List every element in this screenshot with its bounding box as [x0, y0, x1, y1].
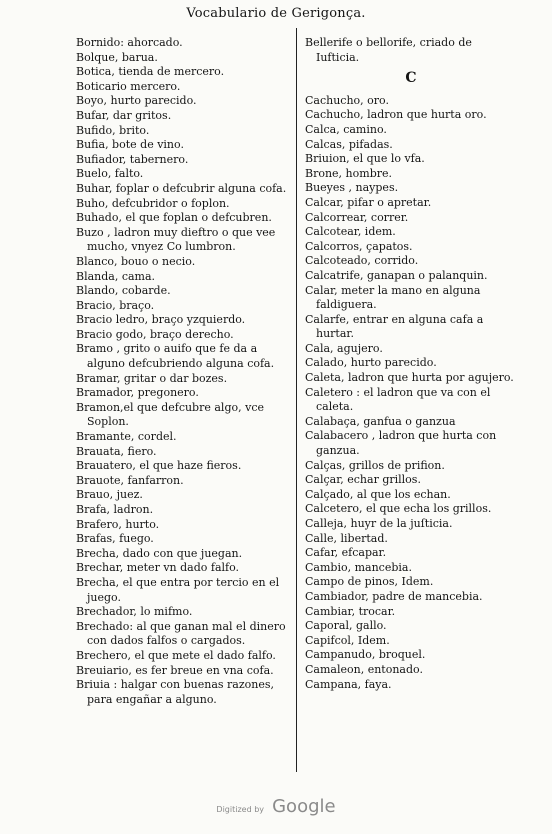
- dictionary-entry: Calabaça, ganfua o ganzua: [305, 414, 456, 428]
- dictionary-entry: Capifcol, Idem.: [305, 633, 390, 647]
- dictionary-entry: Buelo, falto.: [76, 167, 144, 181]
- dictionary-entry: Bramador, pregonero.: [76, 386, 199, 400]
- dictionary-entry: Campo de pinos, Idem.: [305, 575, 434, 589]
- dictionary-entry: Brechar, meter vn dado falfo.: [76, 561, 240, 575]
- dictionary-entry: Bueyes , naypes.: [305, 181, 399, 195]
- dictionary-entry: Campana, faya.: [305, 677, 392, 691]
- dictionary-entry: Calcoteado, corrido.: [305, 254, 419, 268]
- dictionary-entry: Caleta, ladron que hurta por agujero.: [305, 371, 514, 385]
- dictionary-entry: Bracio, braço.: [76, 298, 155, 312]
- dictionary-entry: Breuiario, es fer breue en vna cofa.: [76, 663, 274, 677]
- digitized-label: Digitized by: [216, 805, 265, 814]
- dictionary-entry: Calarfe, entrar en alguna cafa a hurtar.: [305, 312, 484, 341]
- dictionary-entry: Briuion, el que lo vfa.: [305, 152, 425, 166]
- dictionary-entry: Caletero : el ladron que va con el caleta.: [305, 385, 491, 414]
- dictionary-entry: Blando, cobarde.: [76, 284, 171, 298]
- dictionary-entry: Buho, defcubridor o foplon.: [76, 196, 230, 210]
- dictionary-entry: Cala, agujero.: [305, 341, 383, 355]
- dictionary-entry: Calcetero, el que echa los grillos.: [305, 502, 492, 516]
- dictionary-entry: Calças, grillos de prifion.: [305, 458, 445, 472]
- dictionary-entry: Bufido, brito.: [76, 123, 150, 137]
- dictionary-entry: Bufia, bote de vino.: [76, 138, 184, 152]
- dictionary-entry: Brauo, juez.: [76, 488, 143, 502]
- dictionary-entry: Brone, hombre.: [305, 166, 392, 180]
- dictionary-entry: Calabacero , ladron que hurta con ganzua.: [305, 429, 497, 458]
- dictionary-entry: Calca, camino.: [305, 122, 387, 136]
- dictionary-entry: Calcotear, idem.: [305, 225, 396, 239]
- dictionary-entry: Bolque, barua.: [76, 50, 158, 64]
- dictionary-entry: Brafero, hurto.: [76, 517, 160, 531]
- dictionary-entry: Brecha, dado con que juegan.: [76, 546, 243, 560]
- dictionary-entry: Calcorrear, correr.: [305, 210, 409, 224]
- dictionary-entry: Bramo , grito o auifo que fe da a alguno defcubriendo alguna cofa.: [76, 342, 275, 371]
- dictionary-entry: Blanco, bouo o necio.: [76, 254, 196, 268]
- dictionary-entry: Cafar, efcapar.: [305, 546, 387, 560]
- dictionary-entry: Bracio ledro, braço yzquierdo.: [76, 313, 246, 327]
- dictionary-entry: Brechador, lo mifmo.: [76, 605, 193, 619]
- column-divider: [296, 28, 297, 772]
- dictionary-entry: Brafa, ladron.: [76, 503, 154, 516]
- dictionary-entry: Bracio godo, braço derecho.: [76, 327, 234, 341]
- dictionary-entry: Caporal, gallo.: [305, 619, 387, 633]
- dictionary-entry: Brafas, fuego.: [76, 532, 154, 546]
- dictionary-entry: Boyo, hurto parecido.: [76, 94, 197, 108]
- dictionary-entry: Brechado: al que ganan mal el dinero con dados falfos o cargados.: [76, 619, 286, 648]
- dictionary-entry: Botica, tienda de mercero.: [76, 65, 225, 79]
- google-logo: Google: [272, 796, 336, 817]
- dictionary-entry: Buhar, foplar o defcubrir alguna cofa.: [76, 181, 287, 195]
- dictionary-entry: Boticario mercero.: [76, 79, 181, 93]
- dictionary-entry: Calcorros, çapatos.: [305, 239, 413, 253]
- page-header: Vocabulario de Gerigonça.: [186, 6, 366, 21]
- dictionary-entry: Bramar, gritar o dar bozes.: [76, 371, 228, 385]
- dictionary-entry: Cambiador, padre de mancebia.: [305, 589, 483, 603]
- dictionary-entry: Calcar, pifar o apretar.: [305, 195, 432, 209]
- dictionary-entry: Calçar, echar grillos.: [305, 473, 421, 487]
- dictionary-entry: Cambiar, trocar.: [305, 604, 396, 618]
- dictionary-entry: Cachucho, oro.: [305, 93, 389, 107]
- dictionary-entry: Bufiador, tabernero.: [76, 152, 189, 166]
- dictionary-entry: Buzo , ladron muy dieftro o que vee mucho, vnyez Co lumbron.: [76, 225, 276, 254]
- section-letter: C: [405, 70, 417, 87]
- dictionary-entry: Calado, hurto parecido.: [305, 356, 437, 370]
- dictionary-entry: Brecha, el que entra por tercio en el juego.: [76, 575, 280, 604]
- dictionary-entry: Brauote, fanfarron.: [76, 473, 184, 487]
- digitized-footer: [0, 796, 552, 817]
- left-column: [76, 36, 290, 707]
- dictionary-entry: Calle, libertad.: [305, 531, 388, 545]
- right-column: [305, 36, 517, 692]
- dictionary-entry: Briuia : halgar con buenas razones, para engañar a alguno.: [76, 678, 274, 706]
- dictionary-entry: Bornido: ahorcado.: [76, 36, 183, 49]
- dictionary-entry: Bellerife o bellorife, criado de Iufticia.: [305, 36, 472, 64]
- dictionary-entry: Camaleon, entonado.: [305, 662, 423, 676]
- dictionary-entry: Calar, meter la mano en alguna faldiguera.: [305, 283, 481, 312]
- dictionary-entry: Brauata, fiero.: [76, 444, 157, 458]
- dictionary-entry: Bufar, dar gritos.: [76, 108, 172, 122]
- dictionary-entry: Calçado, al que los echan.: [305, 487, 451, 501]
- right-top-entries: [305, 36, 517, 65]
- dictionary-entry: Bramon,el que defcubre algo, vce Soplon.: [76, 400, 264, 429]
- dictionary-entry: Blanda, cama.: [76, 269, 156, 283]
- dictionary-entry: Campanudo, broquel.: [305, 648, 426, 662]
- dictionary-entry: Buhado, el que foplan o defcubren.: [76, 211, 272, 225]
- dictionary-entry: Brauatero, el que haze fieros.: [76, 459, 242, 473]
- dictionary-entry: Calcas, pifadas.: [305, 137, 393, 151]
- dictionary-entry: Bramante, cordel.: [76, 430, 177, 444]
- dictionary-entry: Cachucho, ladron que hurta oro.: [305, 108, 487, 122]
- dictionary-entry: Calcatrife, ganapan o palanquin.: [305, 268, 488, 282]
- dictionary-entry: Brechero, el que mete el dado falfo.: [76, 648, 276, 662]
- right-entries: [305, 94, 517, 692]
- dictionary-entry: Calleja, huyr de la juſticia.: [305, 517, 453, 530]
- dictionary-entry: Cambio, mancebia.: [305, 560, 412, 574]
